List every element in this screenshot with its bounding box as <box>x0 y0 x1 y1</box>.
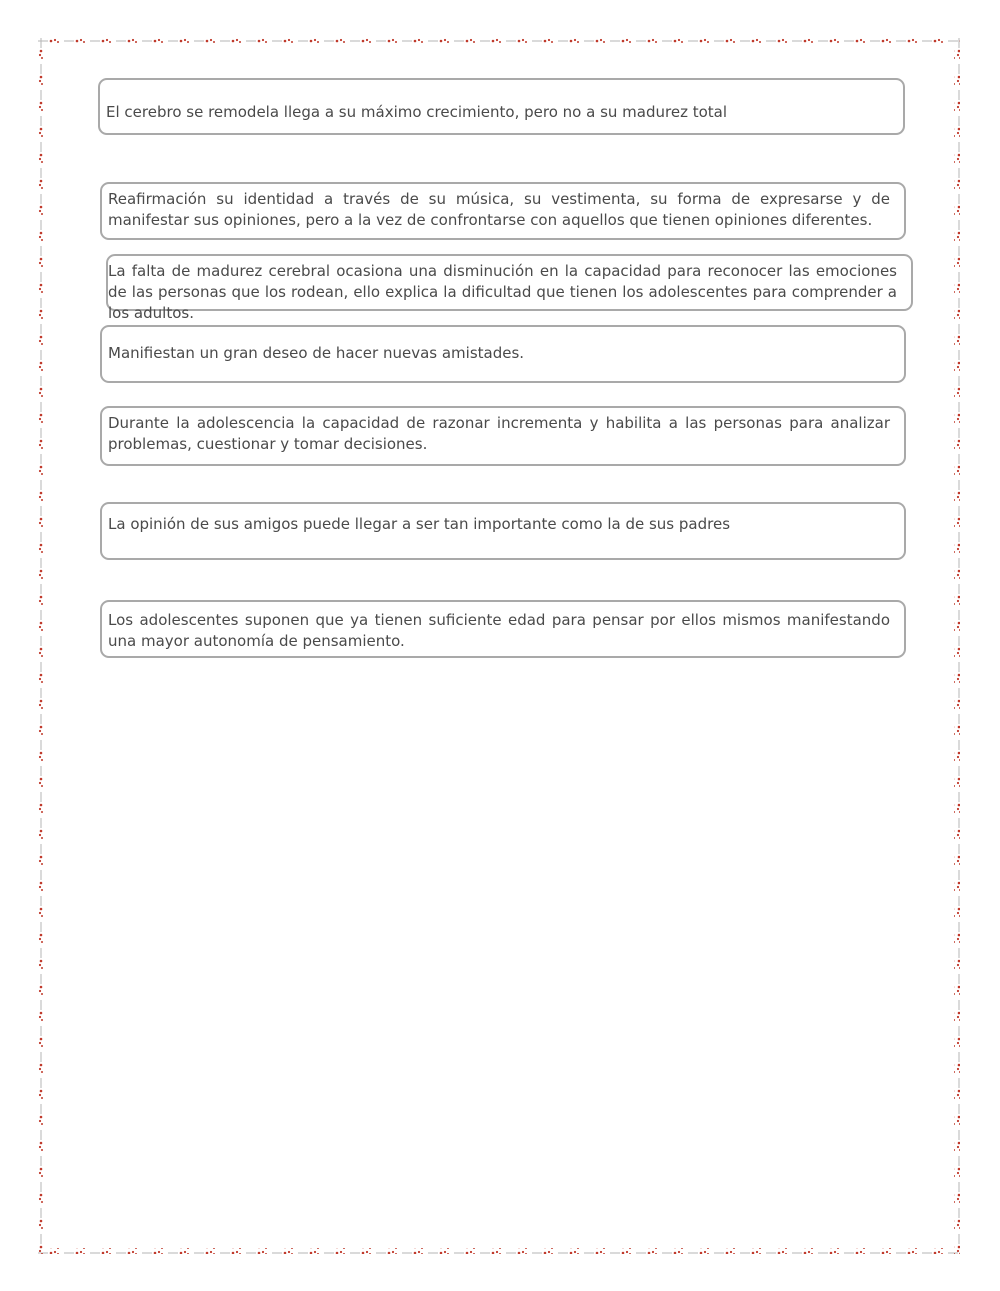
statement-box-7[interactable] <box>100 600 906 658</box>
statement-text: La falta de madurez cerebral ocasiona una disminución en la capacidad para reconocer las emociones de las personas que los rodean, ello explica la dificultad que tienen los adolescentes para comprender a los adultos. <box>108 262 897 322</box>
statement-text: Reafirmación su identidad a través de su música, su vestimenta, su forma de expresarse y de manifestar sus opiniones, pero a la vez de confrontarse con aquellos que tienen opiniones diferentes. <box>108 190 890 229</box>
statement-text: La opinión de sus amigos puede llegar a ser tan importante como la de sus padres <box>108 515 731 533</box>
statement-box-5[interactable] <box>100 406 906 466</box>
statement-text: Los adolescentes suponen que ya tienen suficiente edad para pensar por ellos mismos manifestando una mayor autonomía de pensamiento. <box>108 611 890 650</box>
statement-box-6[interactable] <box>100 502 906 560</box>
statement-text: Durante la adolescencia la capacidad de razonar incrementa y habilita a las personas para analizar problemas, cuestionar y tomar decisiones. <box>108 414 890 453</box>
statement-box-3[interactable] <box>106 254 913 322</box>
statement-box-4[interactable] <box>100 325 906 383</box>
statement-text: El cerebro se remodela llega a su máximo crecimiento, pero no a su madurez total <box>106 103 728 121</box>
statement-box-1[interactable] <box>98 78 905 135</box>
statement-box-2[interactable] <box>100 182 906 240</box>
statement-text: Manifiestan un gran deseo de hacer nuevas amistades. <box>108 344 525 362</box>
